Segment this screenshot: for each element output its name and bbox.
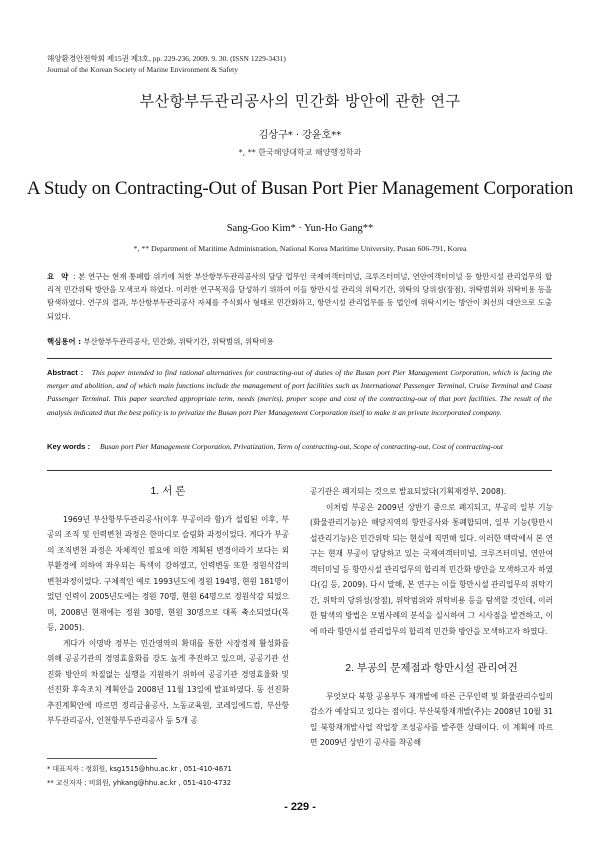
abstract-english-label: Abstract : (47, 368, 84, 377)
section-2-heading: 2. 부공의 문제점과 항만시설 관리여건 (345, 662, 518, 674)
right-column (310, 484, 553, 751)
keywords-english-text: Busan port Pier Management Corporation, Privatization, Term of contracting-out, Scope of contracting-out, Cost of contracting-out (99, 442, 503, 451)
journal-citation: 해양환경안전학회 제15권 제3호, pp. 229-236, 2009. 9. 30. (ISSN 1229-3431) (47, 54, 286, 63)
section-1-paragraph: 게다가 이명박 정부는 민간영역의 확대를 통한 시장경제 활성화를 위해 공공기관의 경영효율화를 강도 높게 추진하고 있으며, 공공기관 선진화 방안의 차질없는 실행을 지원하기 위하여 공공기관 경영효율화 및 선진화 후속조치 계획안을 2008년 11월 13일에 발표하였다. 동 선진화추진계획안에 따르면 정리금융공사, 노동교육원, 코레일에드컴, 부산항부두관리공사, 인천항부두관리공사 등 5개 공 (47, 638, 289, 725)
abstract-korean (47, 270, 552, 323)
keywords-korean-text: 부산항부두관리공사, 민간화, 위탁기간, 위탁범위, 위탁비용 (83, 337, 274, 346)
keywords-korean (47, 336, 552, 347)
affiliation-english: *, ** Department of Maritime Administration, National Korea Maritime University, Pusan 606-791, Korea (133, 244, 467, 253)
abstract-korean-text: : 본 연구는 현재 통폐합 위기에 처한 부산항부두관리공사의 담당 업무인 국제여객터미널, 크루즈터미널, 연안여객터미널 등 항만시설 관리업무의 합리적 민간위탁 방안을 모색코자 하였다. 이러한 연구목적을 달성하기 위하여 이들 항만시설 관리의 위탁기간, 위탁의 당위성(장점), 위탁범위와 위탁비용 등을 탐색하였다. 연구의 결과, 부산항부두관리공사 자체를 주식회사 형태로 민간화하고, 항만시설 관리업무를 동 법인에 위탁시키는 방안이 최선의 대안으로 도출되었다. (47, 272, 552, 321)
affiliation-korean: *, ** 한국해양대학교 해양행정학과 (238, 148, 362, 157)
left-column (47, 484, 289, 729)
keywords-korean-label: 핵심용어 : (47, 337, 82, 346)
authors-english: Sang-Goo Kim* · Yun-Ho Gang** (226, 223, 374, 234)
abstract-korean-label: 요 약 (47, 272, 71, 281)
section-1-paragraph: 1969년 부산항부두관리공사(이후 부공이라 함)가 설립된 이후, 부공의 조직 및 인력변천 과정은 한마디로 슬림화 과정이었다. 게다가 부공의 조직변천 과정은 자체적인 필요에 의한 계획된 변경이라기 보다는 외부환경에 의하여 좌우되는 특색이 강하였고, 인력변동 또한 정원삭감의 변천과정이었다. 구체적인 예로 1993년도에 정원 194명, 현원 181명이었던 인력이 2005년도에는 정원 70명, 현원 64명으로 정원삭감 되었으며, 2008년 현재에는 정원 30명, 현원 30명으로 대폭 축소되었다(목 등, 2005). (47, 514, 289, 632)
authors-korean: 김상구* · 강윤호** (258, 130, 342, 141)
divider-bottom (47, 470, 552, 471)
section-1-paragraph: 이처럼 부공은 2009년 상반기 중으로 폐지되고, 부공의 일부 기능(화물관리기능)은 해당지역의 항만공사와 통폐합되며, 일부 기능(항만시설관리기능)은 민간위탁 되는 현실에 직면해 있다. 이러한 맥락에서 본 연구는 현재 부공이 담당하고 있는 국제여객터미널, 크루즈터미널, 연안여객터미널 등 항만시설 관리업무의 합리적 민간화 방안을 모색하고자 하였다(김 등, 2009). 다시 말해, 본 연구는 이들 항만시설 관리업무의 위탁기간, 위탁의 당위성(장점), 위탁범위와 위탁비용 등을 탐색할 것인데, 이러한 탐색의 방법은 모범사례의 분석을 실시하여 그 시사점을 발견하고, 이에 따라 항만시설 관리업무의 합리적 민간화 방안을 모색하고자 하였다. (310, 502, 553, 636)
title-korean: 부산항부두관리공사의 민간화 방안에 관한 연구 (139, 92, 461, 110)
journal-header (47, 53, 286, 75)
section-1-paragraph: 공기관은 폐지되는 것으로 발표되었다(기획재경부, 2008). (310, 487, 507, 496)
title-english: A Study on Contracting-Out of Busan Port Pier Management Corporation (26, 178, 574, 199)
journal-name: Journal of the Korean Society of Marine Environment & Safety (47, 65, 238, 74)
abstract-english-text: This paper intended to find rational alternatives for contracting-out of duties of the Busan port Pier Management Corporation, which is facing the merger and abolition, and of which main functions include the management of port facilities such as International Passenger Terminal, Cruise Terminal and Coast Passenger Terminal. This paper searched appropriate term, needs (merits), proper scope and cost of the contracting-out of that port facilities. The result of the analysis indicated that the best policy is to privatize the Busan port Pier Management Corporation itself to make it an private incorporated company. (47, 368, 552, 417)
keywords-english (47, 440, 552, 453)
section-1-heading: 1. 서 론 (150, 485, 186, 497)
footnotes (47, 762, 287, 790)
abstract-english (47, 366, 552, 419)
footnote-coauthor: ** 교신저자 : 비회원, yhkang@hhu.ac.kr , 051-410-4732 (47, 779, 232, 787)
footnote-rule (47, 758, 157, 759)
section-2-paragraph: 무엇보다 북항 공용부두 재개발에 따른 근무인력 및 화물관리수입의 감소가 예상되고 있다는 점이다. 부산북항재개발(주)는 2008년 10월 31일 북항재개발사업 작업장 조성공사를 발주한 상태이다. 이 계획에 따르면 2009년 상반기 공사를 착공해 (310, 691, 553, 747)
divider-top (47, 358, 552, 359)
keywords-english-label: Key words : (47, 442, 91, 451)
page-number: - 229 - (284, 801, 316, 813)
footnote-corresponding: * 대표저자 : 정회원, ksg1515@hhu.ac.kr , 051-410-4671 (47, 765, 232, 773)
